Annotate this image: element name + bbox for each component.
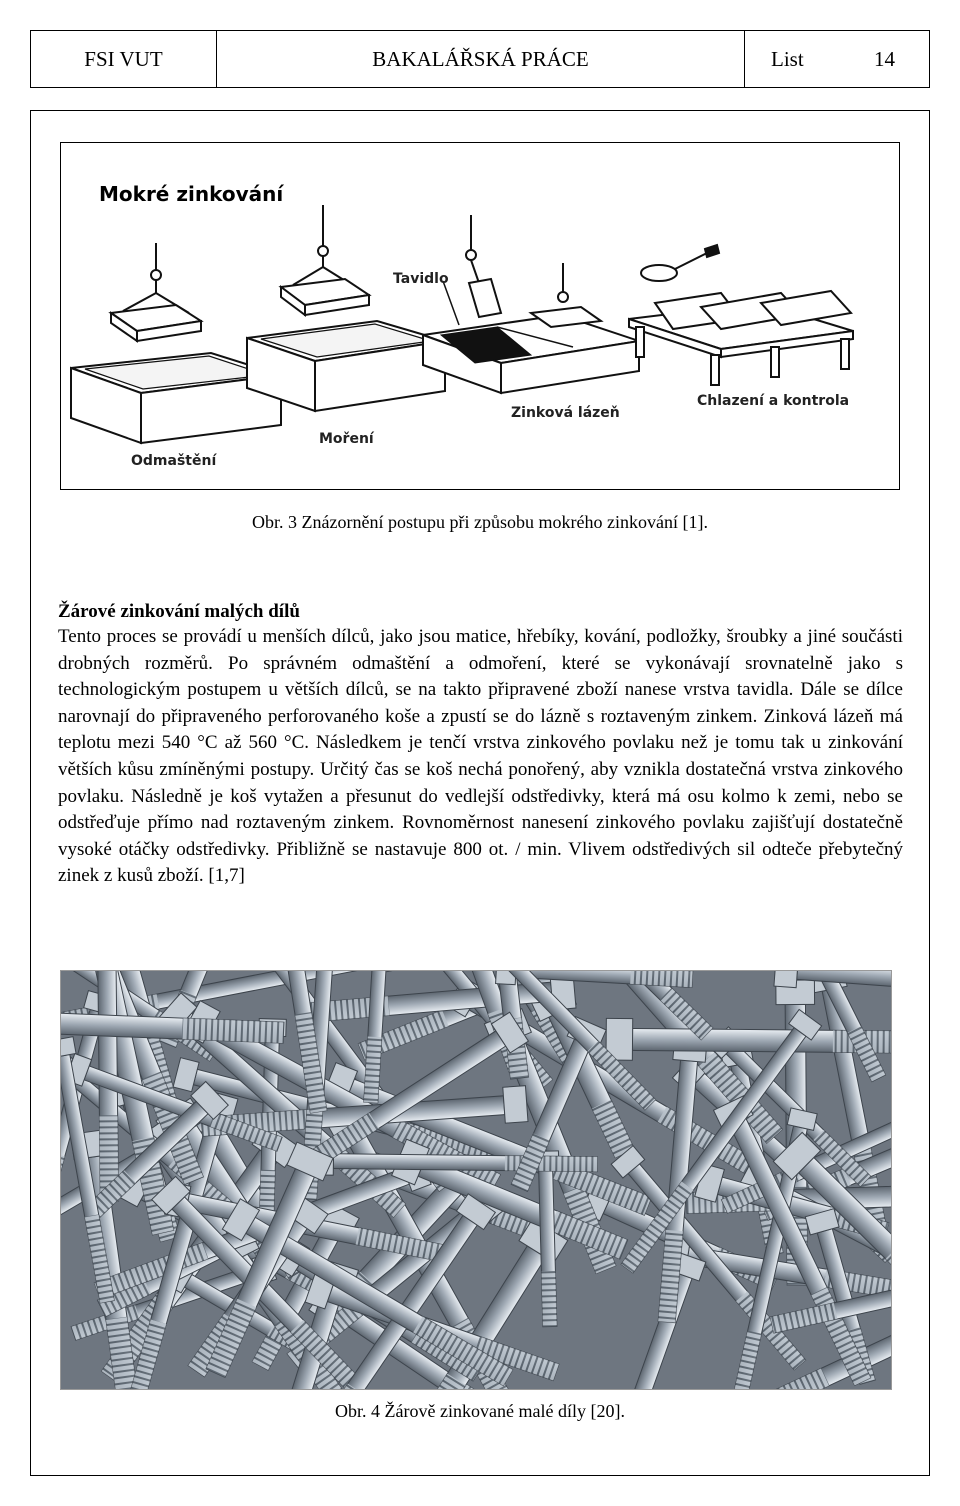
tavidlo-pointer	[443, 281, 459, 325]
galvanized-bolts-photo	[60, 970, 892, 1390]
pickling-crane-hook	[281, 205, 369, 315]
label-odmasteni: Odmaštění	[131, 453, 217, 469]
header-title: BAKALÁŘSKÁ PRÁCE	[217, 31, 745, 87]
figure-caption-1: Obr. 3 Znázornění postupu při způsobu mokrého zinkování [1].	[252, 512, 708, 532]
degreasing-crane-hook	[111, 243, 201, 341]
header-list-label: List	[771, 46, 804, 71]
figure-caption-2: Obr. 4 Žárově zinkované malé díly [20].	[335, 1401, 625, 1421]
label-moreni: Moření	[319, 431, 374, 447]
label-tavidlo: Tavidlo	[393, 271, 449, 287]
header-page	[745, 31, 929, 87]
diagram-title: Mokré zinkování	[99, 182, 284, 206]
cooling-rack	[629, 245, 853, 385]
header-school: FSI VUT	[31, 31, 217, 87]
label-chlazeni: Chlazení a kontrola	[697, 393, 850, 409]
section-heading: Žárové zinkování malých dílů	[58, 601, 300, 622]
label-zinkova-lazen: Zinková lázeň	[511, 405, 620, 421]
diagram-svg	[61, 143, 899, 489]
zinc-bath-tank	[423, 315, 639, 393]
page-header	[30, 30, 930, 88]
header-page-number: 14	[874, 46, 895, 71]
zinc-bath-crane-hook	[466, 215, 601, 327]
bolts-photo-svg	[61, 971, 891, 1389]
pickling-tank	[247, 321, 445, 411]
section-paragraph: Tento proces se provádí u menších dílců, jako jsou matice, hřebíky, kování, podložky, šroubky a jiné součásti drobných rozměrů. Po správném odmaštění a odmoření, které se vykonávají srovnatelně jako s technologickým postupem u větších dílců, se na takto připravené zboží nanese vrstva tavidla. Dále se dílce narovnají do připraveného perforovaného koše a zpustí se do lázně s roztaveným zinkem. Zinková lázeň má teplotu mezi 540 °C až 560 °C. Následkem je tenčí vrstva zinkového povlaku než je tomu tak u zinkování větších kůsu zmíněnými postupy. Určitý čas se koš nechá ponořený, aby vznikla dostatečná vrstva zinkového povlaku. Následně je koš vytažen a přesunut do vedlejší odstředivky, která má osu kolmo k zemi, nebo se odstřeďuje přímo nad roztaveným zinkem. Rovnoměrnost nanesení zinkového povlaku zajišťují dostatečně vysoké otáčky odstředivky. Přibližně se nastavuje 800 ot. / min. Vlivem odstředivých sil odteče přebytečný zinek z kusů zboží. [1,7]	[58, 626, 903, 887]
figure-wet-galvanizing-diagram	[60, 142, 900, 490]
text-section	[58, 600, 903, 890]
